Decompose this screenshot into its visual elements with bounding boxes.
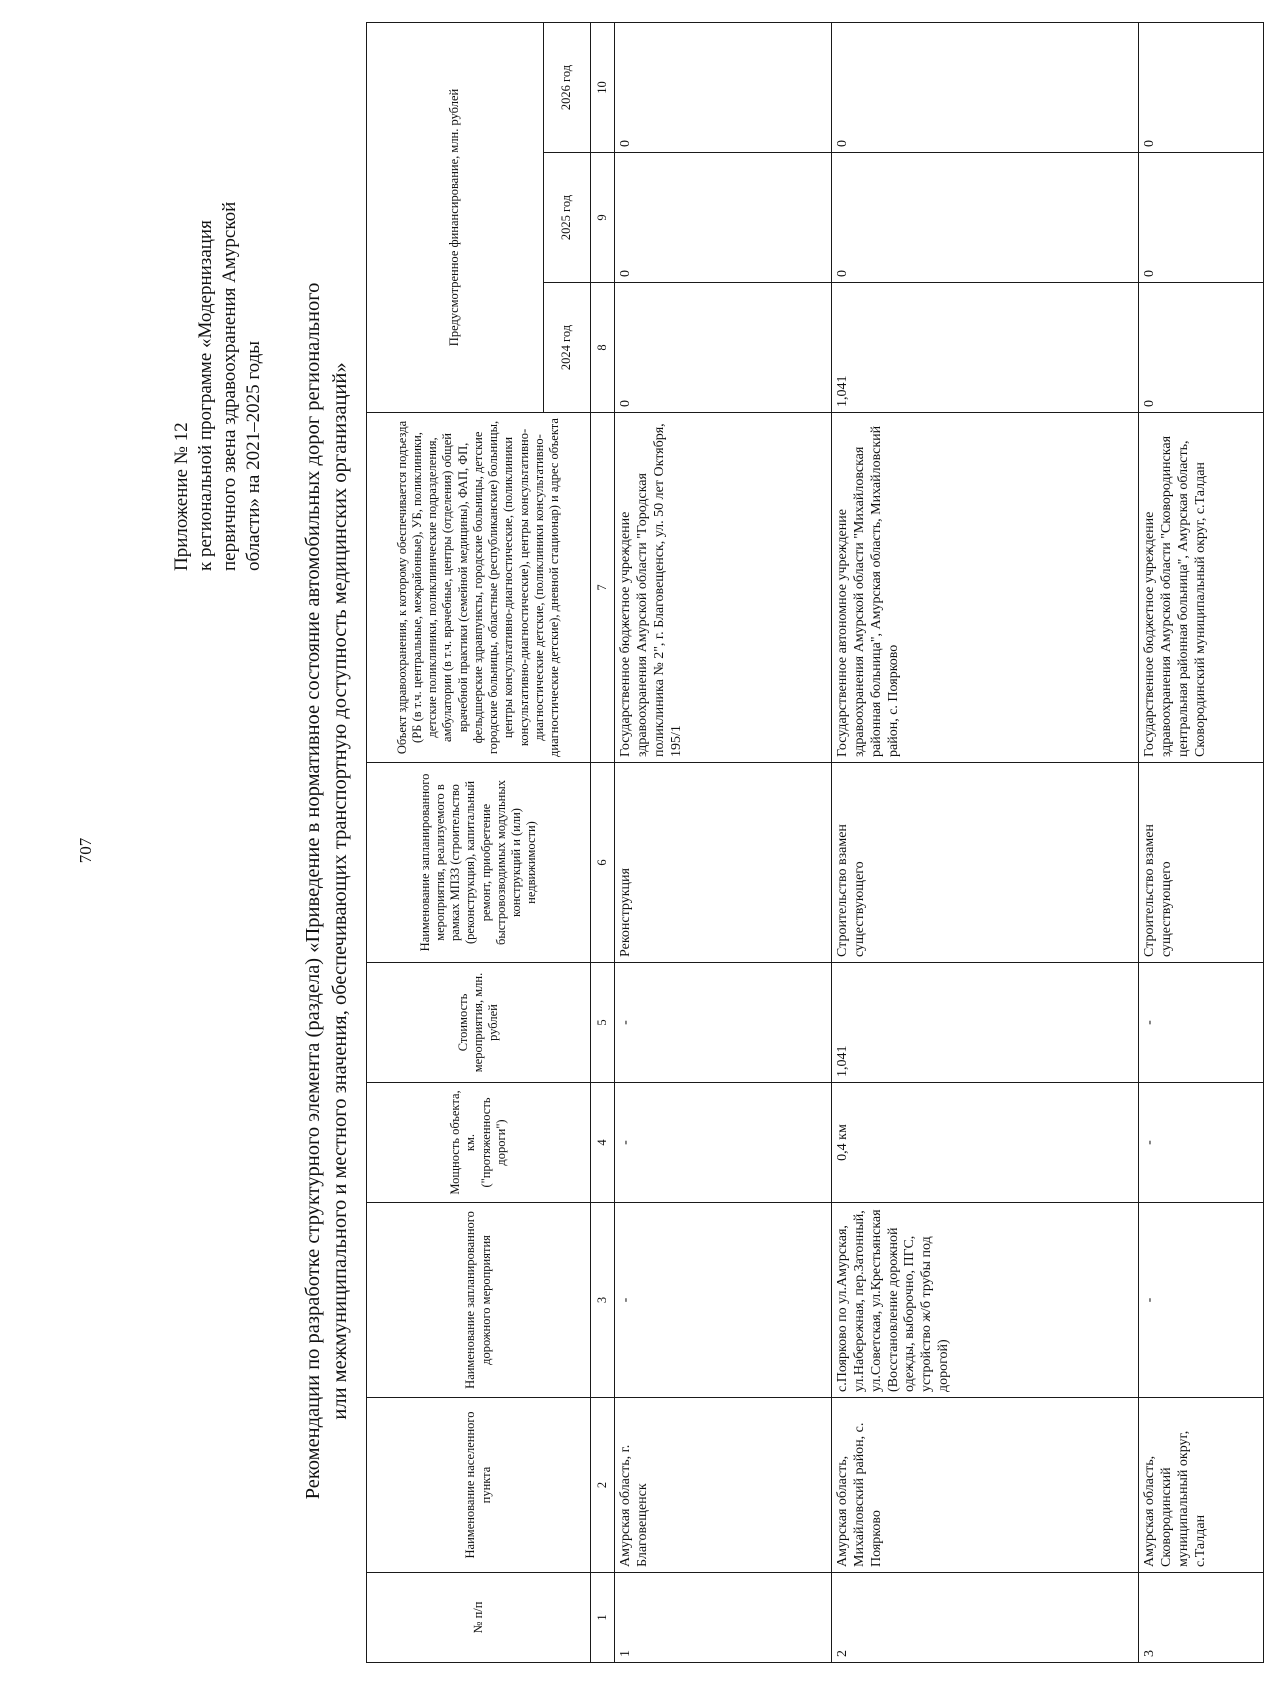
column-number: 9: [591, 153, 615, 283]
document-title: [300, 171, 354, 1611]
appendix-line-3: первичного звена здравоохранения Амурской: [219, 201, 241, 571]
row-funding-2024: 0: [1139, 283, 1264, 413]
row-number: 3: [1139, 1573, 1264, 1663]
document-title-line-1: Рекомендации по разработке структурного элемента (раздела) «Приведение в нормативное состояние автомобильных дорог регионального: [302, 282, 324, 1500]
column-number: 8: [591, 283, 615, 413]
table-row: [1139, 22, 1264, 1662]
row-mpzz-event: Реконструкция: [615, 763, 832, 963]
document-title-line-2: или межмуниципального и местного значения, обеспечивающих транспортную доступность медицинских организаций»: [329, 362, 352, 1420]
column-number: 5: [591, 963, 615, 1083]
header-facility: Объект здравоохранения, к которому обеспечивается подъезда (РБ (в т.ч. центральные, межрайонные), УБ, поликлиники, детские поликлиники, поликлинические подразделения, амбулатории (в т.ч. врачебные, центры (отделения) общей врачебной практики (семейной медицины), ФАП, ФП, фельдшерские здравпункты, городские больницы, детские городские больницы, областные (республиканские) больницы, центры консультативно-диагностические, (поликлиники консультативно-диагностические), центры консультативно-диагностические детские, (поликлиники консультативно-диагностические детские), дневной стационар) и адрес объекта: [367, 413, 591, 763]
column-number: 1: [591, 1573, 615, 1663]
appendix-line-2: к региональной программе «Модернизация: [195, 220, 217, 571]
column-number: 7: [591, 413, 615, 763]
column-numbers-row: [591, 22, 615, 1662]
appendix-line-1: Приложение № 12: [171, 422, 192, 571]
appendix-header: [170, 51, 267, 571]
column-number: 3: [591, 1203, 615, 1398]
header-capacity: Мощность объекта, км. ("протяженность дороги"): [367, 1083, 591, 1203]
row-funding-2024: 0: [615, 283, 832, 413]
row-funding-2025: 0: [615, 153, 832, 283]
row-funding-2026: 0: [615, 22, 832, 152]
recommendations-table: [366, 22, 1264, 1663]
row-road-event: с.Поярково по ул.Амурская, ул.Набережная, пер.Затонный, ул.Советская, ул.Крестьянская (Восстановление дорожной одежды, выборочно, ПГС, устройство ж/б трубы под дорогой): [832, 1203, 1139, 1398]
row-settlement: Амурская область, г. Благовещенск: [615, 1398, 832, 1573]
row-funding-2025: 0: [832, 153, 1139, 283]
row-number: 1: [615, 1573, 832, 1663]
header-cost: Стоимость мероприятия, млн. рублей: [367, 963, 591, 1083]
header-year-2026: 2026 год: [544, 22, 591, 152]
row-capacity: 0,4 км: [832, 1083, 1139, 1203]
column-number: 10: [591, 22, 615, 152]
row-capacity: -: [615, 1083, 832, 1203]
column-number: 4: [591, 1083, 615, 1203]
header-settlement: Наименование населенного пункта: [367, 1398, 591, 1573]
header-road-event: Наименование запланированного дорожного мероприятия: [367, 1203, 591, 1398]
row-road-event: -: [615, 1203, 832, 1398]
header-funding: Предусмотренное финансирование, млн. рублей: [367, 22, 544, 412]
row-number: 2: [832, 1573, 1139, 1663]
row-facility: Государственное автономное учреждение здравоохранения Амурской области "Михайловская районная больница", Амурская область, Михайловский район, с. Поярково: [832, 413, 1139, 763]
row-funding-2025: 0: [1139, 153, 1264, 283]
row-settlement: Амурская область, Сковородинский муниципальный округ, с.Талдан: [1139, 1398, 1264, 1573]
page-number: 707: [76, 837, 95, 864]
table-row: [832, 22, 1139, 1662]
row-funding-2026: 0: [1139, 22, 1264, 152]
table-row: [615, 22, 832, 1662]
appendix-line-4: области» на 2021–2025 годы: [243, 340, 265, 571]
row-cost: -: [615, 963, 832, 1083]
column-number: 6: [591, 763, 615, 963]
row-cost: -: [1139, 963, 1264, 1083]
row-capacity: -: [1139, 1083, 1264, 1203]
row-settlement: Амурская область, Михайловский район, с. Поярково: [832, 1398, 1139, 1573]
header-mpzz-event: Наименование запланированного мероприятия, реализуемого в рамках МПЗЗ (строительство (реконструкция), капитальный ремонт, приобретение быстровозводимых модульных конструкций и (или) недвижимости): [367, 763, 591, 963]
row-funding-2026: 0: [832, 22, 1139, 152]
row-mpzz-event: Строительство взамен существующего: [832, 763, 1139, 963]
header-year-2025: 2025 год: [544, 153, 591, 283]
row-facility: Государственное бюджетное учреждение здравоохранения Амурской области "Городская поликлиника № 2", г. Благовещенск, ул. 50 лет Октября, 195/1: [615, 413, 832, 763]
row-funding-2024: 1,041: [832, 283, 1139, 413]
row-mpzz-event: Строительство взамен существующего: [1139, 763, 1264, 963]
row-cost: 1,041: [832, 963, 1139, 1083]
row-facility: Государственное бюджетное учреждение здравоохранения Амурской области "Сковородинская центральная районная больница", Амурская область, Сковородинский муниципальный округ, с.Талдан: [1139, 413, 1264, 763]
row-road-event: -: [1139, 1203, 1264, 1398]
header-number: № п/п: [367, 1573, 591, 1663]
header-year-2024: 2024 год: [544, 283, 591, 413]
column-number: 2: [591, 1398, 615, 1573]
